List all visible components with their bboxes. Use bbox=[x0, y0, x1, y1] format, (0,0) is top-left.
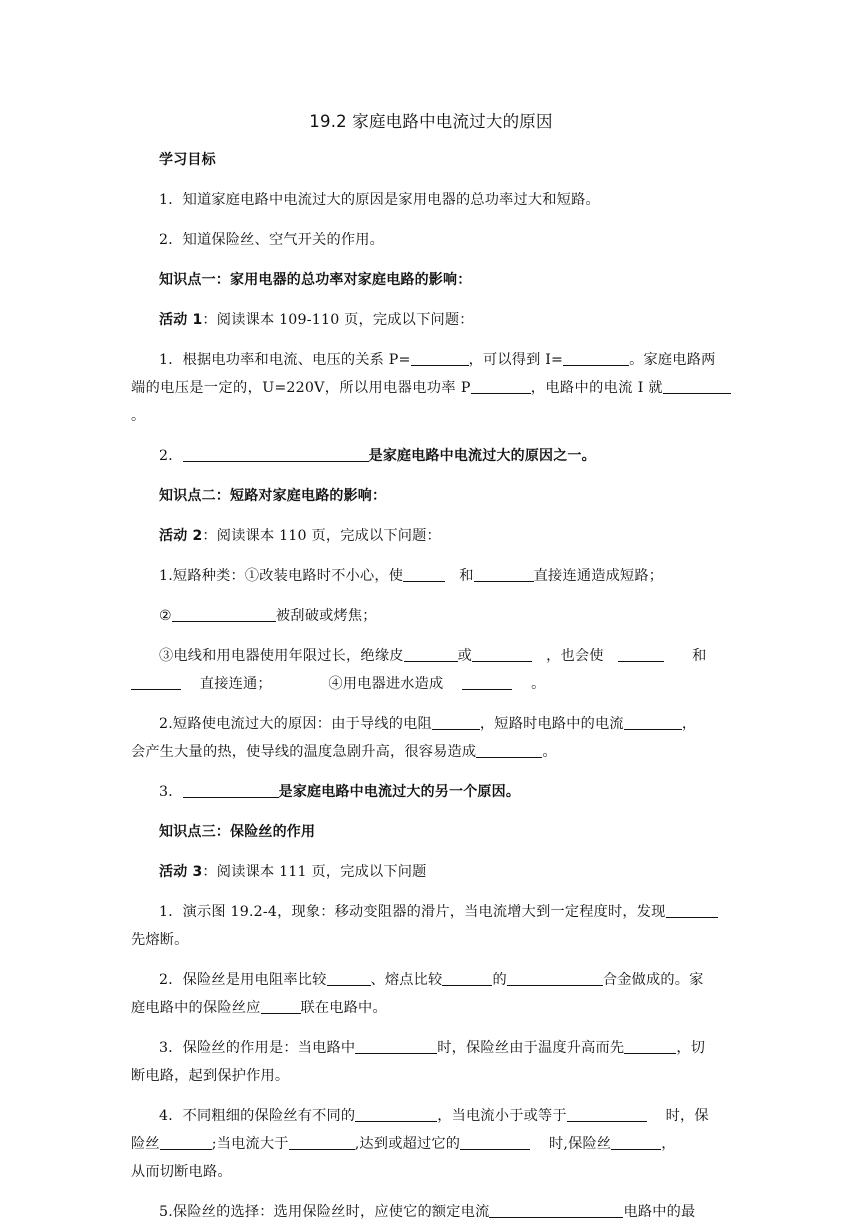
activity-1 bbox=[131, 306, 731, 334]
activity-3-label: 活动 3 bbox=[159, 864, 203, 880]
k3-q2-text-c: 的 bbox=[492, 972, 507, 988]
k2-q1-text-a: 1.短路种类：①改装电路时不小心，使 bbox=[159, 568, 404, 584]
answer-blank[interactable] bbox=[563, 349, 629, 366]
k2-q2-text-e: 。 bbox=[542, 744, 557, 760]
answer-blank[interactable] bbox=[489, 1201, 623, 1218]
answer-blank[interactable] bbox=[261, 997, 301, 1014]
k2-q1-text-k: ④用电器进水造成 bbox=[328, 676, 444, 692]
k2-q2-text-b: ，短路时电路中的电流 bbox=[479, 716, 624, 732]
knowledge-point-3-heading: 知识点三：保险丝的作用 bbox=[159, 824, 316, 840]
answer-blank[interactable] bbox=[474, 565, 534, 582]
answer-blank[interactable] bbox=[462, 673, 512, 690]
answer-blank[interactable] bbox=[355, 1105, 437, 1122]
k3-q5-text-a: 5.保险丝的选择：选用保险丝时，应使它的额定电流 bbox=[159, 1204, 490, 1220]
answer-blank[interactable] bbox=[472, 645, 532, 662]
k1-q1-text-a: 1．根据电功率和电流、电压的关系 P= bbox=[159, 352, 411, 368]
activity-2-text: ：阅读课本 110 页，完成以下问题： bbox=[202, 528, 441, 544]
activity-1-label: 活动 1 bbox=[159, 312, 203, 328]
k1-question-1 bbox=[131, 346, 731, 374]
answer-blank[interactable] bbox=[172, 605, 276, 622]
k3-q4-text-b: ，当电流小于或等于 bbox=[437, 1108, 567, 1124]
page-title: 19.2 家庭电路中电流过大的原因 bbox=[309, 112, 553, 131]
k1-question-1-cont bbox=[131, 374, 731, 430]
answer-blank[interactable] bbox=[507, 969, 603, 986]
answer-blank[interactable] bbox=[476, 741, 542, 758]
objectives-heading: 学习目标 bbox=[159, 152, 216, 168]
k2-q3-text-a: 3． bbox=[159, 784, 183, 800]
k2-q1-text-c: 直接连通造成短路； bbox=[533, 568, 664, 584]
answer-blank[interactable] bbox=[403, 565, 445, 582]
answer-blank[interactable] bbox=[411, 349, 469, 366]
k3-q5-text-b: 电路中的最 bbox=[623, 1204, 696, 1220]
k2-q1-text-d: ② bbox=[159, 608, 172, 624]
answer-blank[interactable] bbox=[611, 1133, 661, 1150]
answer-blank[interactable] bbox=[442, 969, 492, 986]
answer-blank[interactable] bbox=[666, 901, 718, 918]
k2-q1-text-i: 和 bbox=[692, 648, 707, 664]
worksheet-page bbox=[131, 108, 731, 1226]
answer-blank[interactable] bbox=[663, 377, 731, 394]
k1-q1-text-e: ，电路中的电流 I 就 bbox=[530, 380, 663, 396]
k2-question-1 bbox=[131, 562, 731, 590]
k3-question-4 bbox=[131, 1102, 731, 1130]
k2-q3-text-b: 是家庭电路中电流过大的另一个原因。 bbox=[278, 784, 521, 800]
answer-blank[interactable] bbox=[471, 377, 531, 394]
k2-q1-text-l: 。 bbox=[531, 676, 546, 692]
objective-item-2: 2．知道保险丝、空气开关的作用。 bbox=[159, 232, 385, 248]
k2-q1-text-j: 直接连通； bbox=[199, 676, 272, 692]
k3-q2-text-b: 、熔点比较 bbox=[370, 972, 443, 988]
k3-q4-text-h: ， bbox=[661, 1136, 676, 1152]
answer-blank[interactable] bbox=[567, 1105, 647, 1122]
answer-blank[interactable] bbox=[624, 1037, 676, 1054]
answer-blank[interactable] bbox=[624, 713, 682, 730]
k2-question-1-b bbox=[131, 602, 731, 630]
answer-blank[interactable] bbox=[618, 645, 664, 662]
answer-blank[interactable] bbox=[460, 1133, 530, 1150]
k2-q2-text-c: ， bbox=[681, 716, 697, 732]
k3-q4-text-a: 4．不同粗细的保险丝有不同的 bbox=[159, 1108, 356, 1124]
activity-3-text: ：阅读课本 111 页，完成以下问题 bbox=[202, 864, 427, 880]
answer-blank[interactable] bbox=[183, 445, 369, 462]
k3-q3-text-c: ，切 bbox=[676, 1040, 706, 1056]
k3-question-4-end: 从而切断电路。 bbox=[131, 1164, 232, 1180]
k3-q4-text-d: 险丝 bbox=[131, 1136, 160, 1152]
k3-q2-text-d: 合金做成的。家 bbox=[602, 972, 704, 988]
k2-q2-text-d: 会产生大量的热，使导线的温度急剧升高，很容易造成 bbox=[131, 744, 477, 760]
k3-q4-text-e: ;当电流大于 bbox=[211, 1136, 289, 1152]
k2-question-2 bbox=[131, 710, 731, 738]
k3-question-1-cont: 先熔断。 bbox=[131, 932, 189, 948]
objective-item-1: 1．知道家庭电路中电流过大的原因是家用电器的总功率过大和短路。 bbox=[159, 192, 600, 208]
knowledge-point-2-heading: 知识点二：短路对家庭电路的影响： bbox=[159, 488, 387, 504]
k2-q1-text-f: ③电线和用电器使用年限过长，绝缘皮 bbox=[159, 648, 404, 664]
k3-q1-text-a: 1．演示图 19.2-4，现象：移动变阻器的滑片，当电流增大到一定程度时，发现 bbox=[159, 904, 666, 920]
k2-question-1-c bbox=[131, 642, 731, 670]
k1-q2-text-a: 2． bbox=[159, 448, 183, 464]
k3-q2-text-f: 联在电路中。 bbox=[300, 1000, 387, 1016]
k1-question-2 bbox=[131, 442, 731, 470]
answer-blank[interactable] bbox=[183, 781, 279, 798]
k3-question-3 bbox=[131, 1034, 731, 1062]
k2-q2-text-a: 2.短路使电流过大的原因：由于导线的电阻 bbox=[159, 716, 432, 732]
k1-q1-text-c: 。家庭电路两 bbox=[629, 352, 716, 368]
activity-2-label: 活动 2 bbox=[159, 528, 203, 544]
k2-question-2-cont bbox=[131, 738, 731, 766]
answer-blank[interactable] bbox=[289, 1133, 355, 1150]
activity-2 bbox=[131, 522, 731, 550]
k3-question-2-cont bbox=[131, 994, 731, 1022]
answer-blank[interactable] bbox=[160, 1133, 212, 1150]
k2-q1-text-b: 和 bbox=[459, 568, 474, 584]
k3-question-4-cont bbox=[131, 1130, 731, 1158]
k3-q2-text-a: 2．保险丝是用电阻率比较 bbox=[159, 972, 327, 988]
knowledge-point-1-heading: 知识点一：家用电器的总功率对家庭电路的影响： bbox=[159, 272, 472, 288]
k3-question-5 bbox=[131, 1198, 731, 1226]
k2-q1-text-h: ，也会使 bbox=[546, 648, 604, 664]
k1-q2-text-b: 是家庭电路中电流过大的原因之一。 bbox=[368, 448, 596, 464]
k3-q4-text-c: 时，保 bbox=[665, 1108, 709, 1124]
k3-q2-text-e: 庭电路中的保险丝应 bbox=[131, 1000, 261, 1016]
answer-blank[interactable] bbox=[131, 673, 181, 690]
k2-q1-text-g: 或 bbox=[457, 648, 472, 664]
answer-blank[interactable] bbox=[327, 969, 371, 986]
answer-blank[interactable] bbox=[432, 713, 480, 730]
k3-q3-text-b: 时，保险丝由于温度升高而先 bbox=[437, 1040, 625, 1056]
k1-q1-text-b: ，可以得到 I= bbox=[468, 352, 564, 368]
k3-q3-text-a: 3．保险丝的作用是：当电路中 bbox=[159, 1040, 356, 1056]
answer-blank[interactable] bbox=[404, 645, 458, 662]
k3-q4-text-g: 时,保险丝 bbox=[548, 1136, 612, 1152]
k3-question-3-cont: 断电路，起到保护作用。 bbox=[131, 1068, 290, 1084]
k2-question-1-d bbox=[131, 670, 731, 698]
k2-question-3 bbox=[131, 778, 731, 806]
k2-q1-text-e: 被刮破或烤焦； bbox=[275, 608, 377, 624]
k1-q1-text-d: 端的电压是一定的，U=220V，所以用电器电功率 P bbox=[131, 380, 471, 396]
activity-3 bbox=[131, 858, 731, 886]
k1-q1-text-f: 。 bbox=[131, 408, 146, 424]
k3-q4-text-f: ,达到或超过它的 bbox=[354, 1136, 461, 1152]
k3-question-2 bbox=[131, 966, 731, 994]
answer-blank[interactable] bbox=[355, 1037, 437, 1054]
activity-1-text: ：阅读课本 109-110 页，完成以下问题： bbox=[202, 312, 474, 328]
k3-question-1 bbox=[131, 898, 731, 926]
